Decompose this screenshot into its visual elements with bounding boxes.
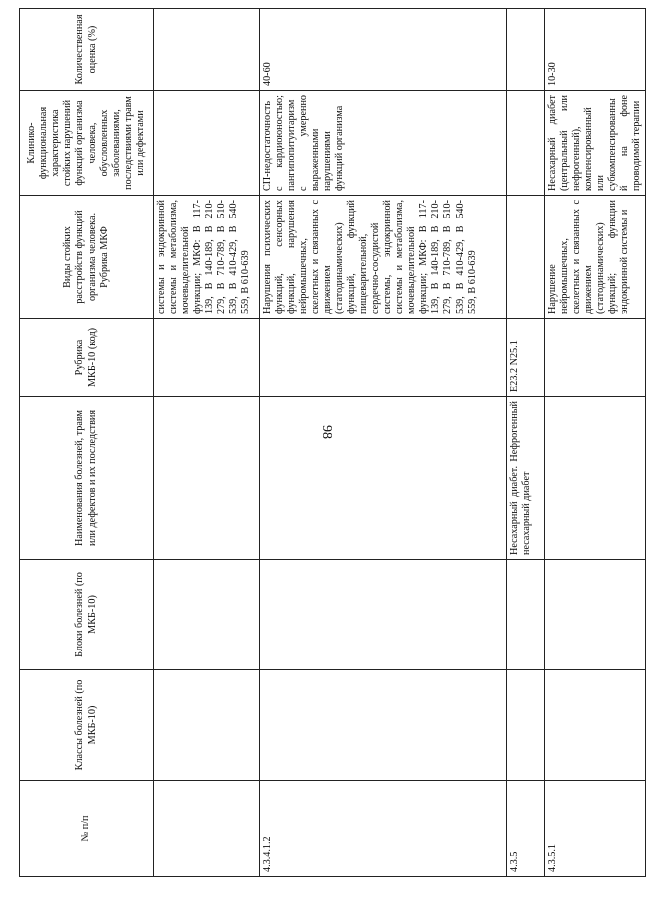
table-row — [260, 9, 507, 877]
cell-percent: 40-60 — [260, 9, 507, 91]
cell-disease-class — [154, 670, 260, 781]
cell-disorder-types: Нарушения психических функций, сенсорных функций, нарушения нейромышечных, скелетных и связанных с движением (статодинамических) функций, функций пищеварительной, сердечно-сосудистой системы, эндокринной системы и метаболизма, мочевыделительной функции; МКФ: В 117-139, В 140-189, В 210-279, В 710-789, В 510-539, В 410-429, В 540-559, В 610-639 — [260, 196, 507, 319]
cell-disease-block — [154, 560, 260, 670]
cell-disease-name — [260, 397, 507, 560]
page-number: 98 — [319, 425, 334, 439]
cell-number: 4.3.4.1.2 — [260, 781, 507, 877]
cell-number: 4.3.5.1 — [545, 781, 646, 877]
cell-disease-class — [545, 670, 646, 781]
cell-clinical-characteristic: Несахарный диабет (центральный или нефрогенный), компенсированный или субкомпенсированный на фоне проводимой терапии — [545, 91, 646, 196]
cell-disease-name — [154, 397, 260, 560]
cell-icd-code — [154, 319, 260, 397]
cell-clinical-characteristic — [154, 91, 260, 196]
cell-disorder-types — [507, 196, 545, 319]
header-disease-classes: Классы болезней (по МКБ-10) — [20, 670, 154, 781]
cell-disease-name: Несахарный диабет. Нефрогенный несахарный диабет — [507, 397, 545, 560]
table-row — [507, 9, 545, 877]
header-clinical-characteristic: Клинико-функциональная характеристика стойких нарушений функций организма человека, обусловленных заболеваниями, последствиями травм или дефектами — [20, 91, 154, 196]
cell-disease-class — [507, 670, 545, 781]
cell-percent — [507, 9, 545, 91]
cell-disease-class — [260, 670, 507, 781]
cell-clinical-characteristic — [507, 91, 545, 196]
header-disorder-types: Виды стойких расстройств функций организма человека. Рубрика МКФ — [20, 196, 154, 319]
header-quantitative-assessment: Количественная оценка (%) — [20, 9, 154, 91]
table-row — [154, 9, 260, 877]
cell-disorder-types: системы и эндокринной системы и метаболизма, мочевыделительной функции; МКФ: В 117-139, В 140-189, В 210-279, В 710-789, В 510-539, В 410-429, В 540-559, В 610-639 — [154, 196, 260, 319]
cell-disease-block — [260, 560, 507, 670]
cell-clinical-characteristic: СП-недостаточность с кардиоюностью; пангипопитуитаризм с умеренно выраженными нарушениями функций организма — [260, 91, 507, 196]
cell-disease-block — [507, 560, 545, 670]
cell-icd-code — [545, 319, 646, 397]
cell-number — [154, 781, 260, 877]
cell-percent: 10-30 — [545, 9, 646, 91]
cell-disease-block — [545, 560, 646, 670]
disability-criteria-table — [19, 9, 641, 877]
cell-percent — [154, 9, 260, 91]
cell-icd-code — [260, 319, 507, 397]
table-header-row — [20, 9, 154, 877]
cell-number: 4.3.5 — [507, 781, 545, 877]
header-disease-blocks: Блоки болезней (по МКБ-10) — [20, 560, 154, 670]
header-number: № п/п — [20, 781, 154, 877]
cell-icd-code: E23.2 N25.1 — [507, 319, 545, 397]
header-icd-code: Рубрика МКБ-10 (код) — [20, 319, 154, 397]
header-disease-names: Наименования болезней, травм или дефектов и их последствия — [20, 397, 154, 560]
cell-disorder-types: Нарушение нейромышечных, скелетных и связанных с движением (статодинамических) функций; функции эндокринной системы и — [545, 196, 646, 319]
cell-disease-name — [545, 397, 646, 560]
table-row — [545, 9, 646, 877]
